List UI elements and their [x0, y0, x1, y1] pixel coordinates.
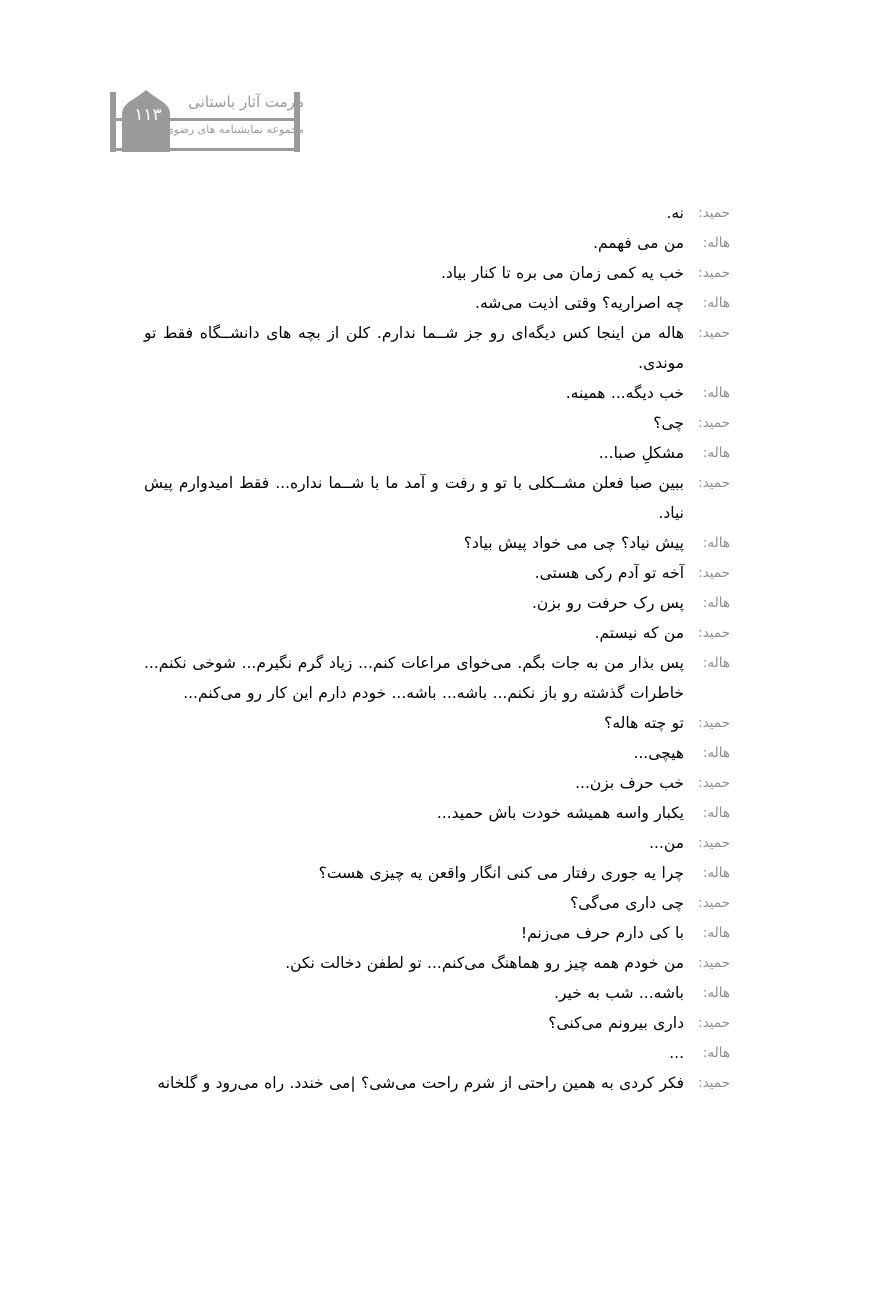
dialogue-text: نه. — [666, 204, 684, 222]
dialogue-line — [144, 258, 730, 288]
dialogue-line — [144, 198, 730, 228]
dialogue-text: چه اصراریه؟ وقتی اذیت می‌شه. — [475, 294, 684, 312]
speaker-label: هاله : — [684, 978, 730, 1008]
dialogue-line — [144, 1008, 730, 1038]
dialogue-text: من می فهمم. — [593, 234, 684, 252]
dialogue-text: یکبار واسه همیشه خودت باش حمید... — [436, 804, 684, 822]
dialogue-line — [144, 828, 730, 858]
speaker-label: حمید : — [684, 828, 730, 858]
publication-title: مرمت آثار باستانی — [188, 93, 304, 111]
dialogue-line — [144, 948, 730, 978]
speaker-label: حمید : — [684, 258, 730, 288]
speaker-label: هاله : — [684, 918, 730, 948]
speaker-label: حمید : — [684, 198, 730, 228]
dialogue-line — [144, 558, 730, 588]
dialogue-line — [144, 768, 730, 798]
dialogue-text: من... — [649, 834, 684, 852]
dialogue-line — [144, 288, 730, 318]
dialogue-line — [144, 228, 730, 258]
dialogue-text: داری بیرونم می‌کنی؟ — [548, 1014, 684, 1032]
dialogue-line — [144, 618, 730, 648]
dialogue-text: چی؟ — [653, 414, 684, 432]
dialogue-text: فکر کردی به همین راحتی از شرم راحت می‌شی؟ |می خندد. راه می‌رود و گلخانه — [157, 1074, 684, 1092]
publication-series: مجموعه نمایشنامه های رضوی — [165, 123, 304, 136]
speaker-label: حمید : — [684, 468, 730, 498]
dialogue-text: مشکلِ صبا... — [598, 444, 684, 462]
publication-logo — [108, 88, 304, 156]
speaker-label: حمید : — [684, 708, 730, 738]
dialogue-text: خب یه کمی زمان می بره تا کنار بیاد. — [440, 264, 684, 282]
dialogue-line — [144, 978, 730, 1008]
speaker-label: حمید : — [684, 768, 730, 798]
screenplay-dialogue-list — [144, 198, 730, 1098]
dialogue-text: پیش نیاد؟ چی می خواد پیش بیاد؟ — [463, 534, 684, 552]
dialogue-text: من خودم همه چیز رو هماهنگ می‌کنم... تو لطفن دخالت نکن. — [285, 954, 684, 972]
dialogue-line — [144, 1038, 730, 1068]
dialogue-line — [144, 318, 730, 378]
speaker-label: حمید : — [684, 558, 730, 588]
dialogue-text: با کی دارم حرف می‌زنم! — [520, 924, 684, 942]
dialogue-text: پس رک حرفت رو بزن. — [531, 594, 684, 612]
speaker-label: هاله : — [684, 438, 730, 468]
speaker-label: حمید : — [684, 1008, 730, 1038]
dialogue-line — [144, 438, 730, 468]
dialogue-text: باشه... شب به خیر. — [554, 984, 684, 1002]
dialogue-line — [144, 918, 730, 948]
dialogue-text: چی داری می‌گی؟ — [570, 894, 684, 912]
dialogue-text: هاله من اینجا کس دیگه‌ای رو جز شــما ندارم. کلن از بچه های دانشــگاه فقط تو موندی. — [144, 324, 684, 372]
page-running-head — [108, 88, 304, 156]
speaker-label: حمید : — [684, 408, 730, 438]
speaker-label: حمید : — [684, 318, 730, 348]
speaker-label: حمید : — [684, 888, 730, 918]
speaker-label: هاله : — [684, 798, 730, 828]
dialogue-text: هیچی... — [633, 744, 684, 762]
dialogue-text: تو چته هاله؟ — [604, 714, 684, 732]
dialogue-line — [144, 408, 730, 438]
dialogue-line — [144, 708, 730, 738]
speaker-label: هاله : — [684, 1038, 730, 1068]
speaker-label: حمید : — [684, 948, 730, 978]
speaker-label: هاله : — [684, 648, 730, 678]
dialogue-text: خب حرف بزن... — [575, 774, 684, 792]
speaker-label: هاله : — [684, 288, 730, 318]
page-number: ۱۱۳ — [134, 105, 162, 125]
dialogue-line — [144, 1068, 730, 1098]
dialogue-line — [144, 528, 730, 558]
speaker-label: هاله : — [684, 738, 730, 768]
dialogue-line — [144, 798, 730, 828]
speaker-label: هاله : — [684, 528, 730, 558]
speaker-label: هاله : — [684, 378, 730, 408]
dialogue-line — [144, 738, 730, 768]
dialogue-text: ... — [669, 1044, 684, 1062]
dialogue-line — [144, 858, 730, 888]
dialogue-line — [144, 888, 730, 918]
speaker-label: هاله : — [684, 858, 730, 888]
dialogue-text: خب دیگه... همینه. — [565, 384, 684, 402]
speaker-label: هاله : — [684, 588, 730, 618]
speaker-label: حمید : — [684, 618, 730, 648]
dialogue-line — [144, 648, 730, 708]
dialogue-text: آخه تو آدم رکی هستی. — [534, 564, 684, 582]
dialogue-text: پس بذار من به جات بگم. می‌خوای مراعات کنم... زیاد گرم نگیرم... شوخی نکنم... خاطرات گذشته رو باز نکنم... باشه... باشه... خودم دارم این کار رو می‌کنم... — [144, 654, 684, 702]
dialogue-text: من که نیستم. — [594, 624, 684, 642]
dialogue-text: چرا یه جوری رفتار می کنی انگار واقعن یه چیزی هست؟ — [318, 864, 684, 882]
speaker-label: هاله : — [684, 228, 730, 258]
dialogue-line — [144, 378, 730, 408]
speaker-label: حمید : — [684, 1068, 730, 1098]
dialogue-line — [144, 588, 730, 618]
dialogue-text: ببین صبا فعلن مشــکلی با تو و رفت و آمد ما با شــما نداره... فقط امیدوارم پیش نیاد. — [144, 474, 684, 522]
dialogue-line — [144, 468, 730, 528]
